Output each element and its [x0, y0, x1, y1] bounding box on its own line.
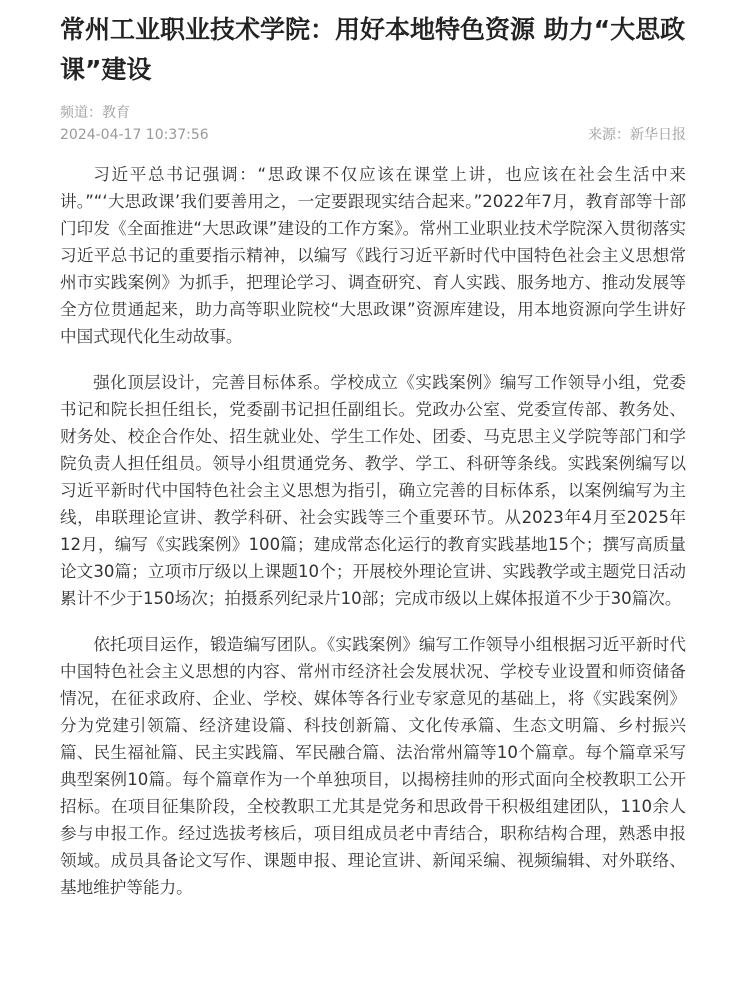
- paragraph: 依托项目运作，锻造编写团队。《实践案例》编写工作领导小组根据习近平新时代中国特色社会主义思想的内容、常州市经济社会发展状况、学校专业设置和师资储备情况，在征求政府、企业、学校、媒体等各行业专家意见的基础上，将《实践案例》分为党建引领篇、经济建设篇、科技创新篇、文化传承篇、生态文明篇、乡村振兴篇、民生福祉篇、民主实践篇、军民融合篇、法治常州篇等10个篇章。每个篇章采写典型案例10篇。每个篇章作为一个单独项目，以揭榜挂帅的形式面向全校教职工公开招标。在项目征集阶段，全校教职工尤其是党务和思政骨干积极组建团队，110余人参与申报工作。经过选拔考核后，项目组成员老中青结合，职称结构合理，熟悉申报领域。成员具备论文写作、课题申报、理论宣讲、新闻采编、视频编辑、对外联络、基地维护等能力。: [60, 635, 686, 897]
- paragraph: 强化顶层设计，完善目标体系。学校成立《实践案例》编写工作领导小组，党委书记和院长担任组长，党委副书记担任副组长。党政办公室、党委宣传部、教务处、财务处、校企合作处、招生就业处、学生工作处、团委、马克思主义学院等部门和学院负责人担任组员。领导小组贯通党务、教学、学工、科研等条线。实践案例编写以习近平新时代中国特色社会主义思想为指引，确立完善的目标体系，以案例编写为主线，串联理论宣讲、教学科研、社会实践等三个重要环节。从2023年4月至2025年12月，编写《实践案例》100篇；建成常态化运行的教育实践基地15个；撰写高质量论文30篇；立项市厅级以上课题10个；开展校外理论宣讲、实践教学或主题党日活动累计不少于150场次；拍摄系列纪录片10部；完成市级以上媒体报道不少于30篇次。: [60, 373, 686, 608]
- channel-link[interactable]: 教育: [102, 105, 130, 121]
- channel-info: [60, 102, 686, 124]
- paragraph: 习近平总书记强调：“思政课不仅应该在课堂上讲，也应该在社会生活中来讲。”“‘大思政课’我们要善用之，一定要跟现实结合起来。”2022年7月，教育部等十部门印发《全面推进“大思政课”建设的工作方案》。常州工业职业技术学院深入贯彻落实习近平总书记的重要指示精神，以编写《践行习近平新时代中国特色社会主义思想常州市实践案例》为抓手，把理论学习、调查研究、育人实践、服务地方、推动发展等全方位贯通起来，助力高等职业院校“大思政课”资源库建设，用本地资源向学生讲好中国式现代化生动故事。: [60, 165, 686, 346]
- publish-datetime: 2024-04-17 10:37:56: [60, 127, 209, 143]
- channel-label: 频道：: [60, 105, 102, 121]
- article: [60, 0, 686, 920]
- article-body: [60, 161, 686, 901]
- source-label: 来源：: [588, 127, 630, 143]
- source-info: [588, 124, 686, 146]
- source-name: 新华日报: [630, 127, 686, 143]
- article-meta: [60, 102, 686, 146]
- article-title: 常州工业职业技术学院：用好本地特色资源 助力“大思政课”建设: [60, 15, 686, 84]
